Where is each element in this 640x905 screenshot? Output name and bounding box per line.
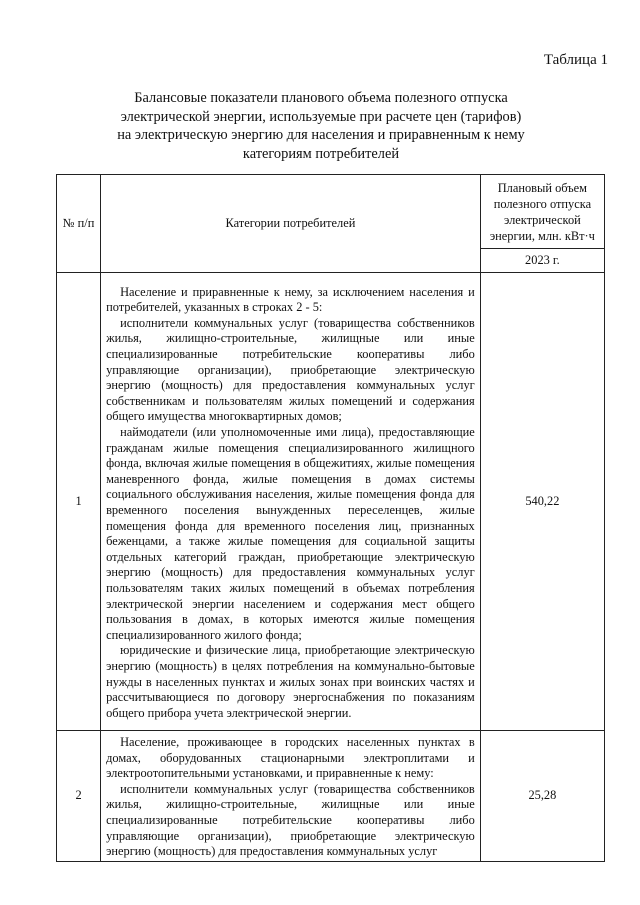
header-category: Категории потребителей: [101, 175, 481, 273]
table-row: [57, 731, 605, 862]
table-row: [57, 273, 605, 731]
category-description: [101, 731, 481, 862]
volume-value: 540,22: [480, 273, 604, 731]
header-year: 2023 г.: [480, 249, 604, 273]
category-description: [101, 273, 481, 731]
category-paragraph: Население и приравненные к нему, за исключением населения и потребителей, указанных в строках 2 - 5:: [106, 284, 475, 315]
category-paragraph: наймодатели (или уполномоченные ими лица), предоставляющие гражданам жилые помещения специализированного жилищного фонда, включая жилые помещения в общежитиях, жилые помещения маневренного фонда, жилые помещения в домах системы социального обслуживания населения, жилые помещения фонда для временного поселения вынужденных переселенцев, жилые помещения фонда для временного поселения лиц, признанных беженцами, а также жилые помещения для социальной защиты отдельных категорий граждан, приобретающие электрическую энергию (мощность) для предоставления коммунальных услуг пользователям таких жилых помещений в объемах потребления электрической энергии населением и содержания мест общего пользования в домах, в которых имеются жилые помещения специализированного жилого фонда;: [106, 425, 475, 642]
category-paragraph: исполнители коммунальных услуг (товарищества собственников жилья, жилищно-строительные, жилищные или иные специализированные потребительские кооперативы либо управляющие организации), приобретающие электрическую энергию (мощность) для предоставления коммунальных услуг собственникам и пользователям жилых помещений и содержания общего имущества многоквартирных домов;: [106, 315, 475, 424]
title-line: Балансовые показатели планового объема полезного отпуска: [134, 90, 508, 106]
volume-value: 25,28: [480, 731, 604, 862]
document-title: [95, 89, 547, 163]
title-line: на электрическую энергию для населения и приравненным к нему: [117, 127, 525, 143]
title-line: категориям потребителей: [242, 145, 400, 162]
category-paragraph: исполнители коммунальных услуг (товарищества собственников жилья, жилищно-строительные, жилищные или иные специализированные потребительские кооперативы либо управляющие организации), приобретающие электрическую энергию (мощность) для предоставления коммунальных услуг: [106, 781, 475, 859]
category-paragraph: юридические и физические лица, приобретающие электрическую энергию (мощность) в целях потребления на коммунально-бытовые нужды в населенных пунктах и жилых зонах при воинских частях и рассчитывающиеся по договору энергоснабжения по показаниям общего прибора учета электрической энергии.: [106, 643, 475, 720]
header-num: № п/п: [57, 175, 101, 273]
header-volume: Плановый объем полезного отпуска электрической энергии, млн. кВт·ч: [480, 175, 604, 249]
row-number: 2: [57, 731, 101, 862]
row-number: 1: [57, 273, 101, 731]
title-line: электрической энергии, используемые при расчете цен (тарифов): [120, 108, 522, 125]
table-label: Таблица 1: [543, 52, 608, 68]
balance-table: [56, 174, 605, 862]
header-row: [57, 175, 605, 249]
category-paragraph: Население, проживающее в городских населенных пунктах в домах, оборудованных стационарными электроплитами и электроотопительными установками, и приравненные к нему:: [106, 735, 475, 781]
